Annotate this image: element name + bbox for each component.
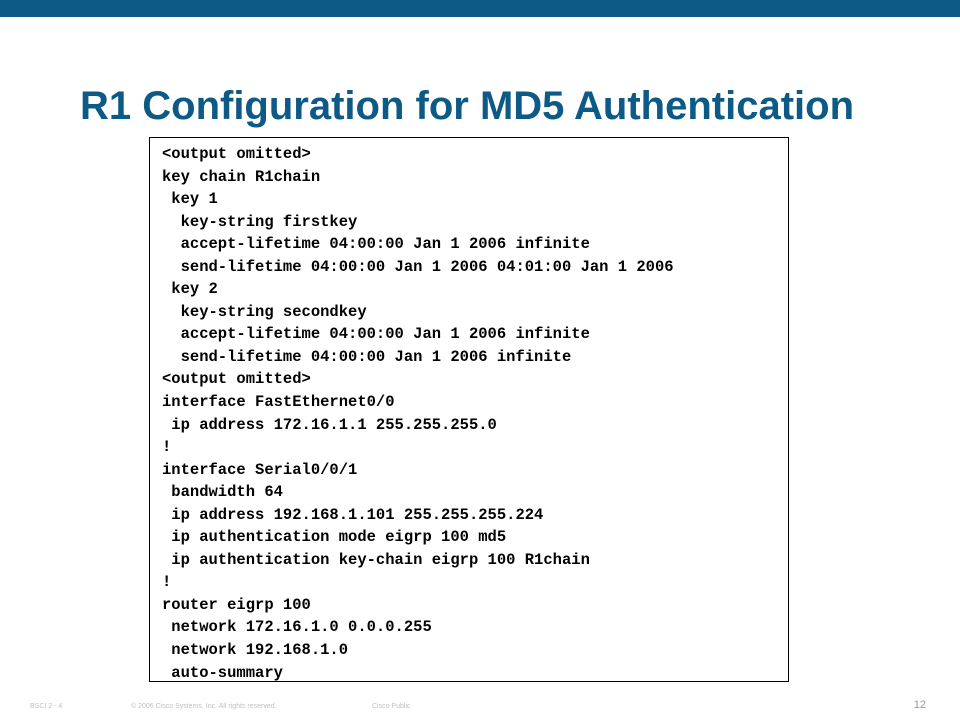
config-line: ip authentication mode eigrp 100 md5 [162, 528, 507, 547]
config-line: ! [162, 573, 172, 592]
footer-copyright: © 2006 Cisco Systems, Inc. All rights reserved. [131, 703, 277, 710]
header-bar [0, 0, 960, 17]
config-line: ip address 192.168.1.101 255.255.255.224 [162, 505, 544, 524]
config-line: interface Serial0/0/1 [162, 460, 358, 479]
config-line: network 172.16.1.0 0.0.0.255 [162, 618, 432, 637]
config-line: key 1 [162, 190, 218, 209]
config-line: ip address 172.16.1.1 255.255.255.0 [162, 415, 497, 434]
config-line: <output omitted> [162, 370, 311, 389]
config-line: key 2 [162, 280, 218, 299]
config-line: network 192.168.1.0 [162, 641, 349, 660]
config-line: key-string secondkey [162, 302, 367, 321]
config-line: <output omitted> [162, 145, 311, 163]
config-line: accept-lifetime 04:00:00 Jan 1 2006 infinite [162, 235, 590, 254]
config-line: ! [162, 438, 172, 457]
footer-course-id: BSCI 2 - 4 [30, 703, 63, 710]
config-line: interface FastEthernet0/0 [162, 393, 395, 412]
config-line: bandwidth 64 [162, 483, 283, 502]
config-line: ip authentication key-chain eigrp 100 R1chain [162, 550, 590, 569]
config-line: key-string firstkey [162, 212, 358, 231]
footer-classification: Cisco Public [372, 703, 411, 710]
slide-title: R1 Configuration for MD5 Authentication [80, 84, 855, 128]
page-number: 12 [913, 699, 926, 711]
config-line: router eigrp 100 [162, 595, 311, 614]
config-line: key chain R1chain [162, 167, 321, 186]
config-line: send-lifetime 04:00:00 Jan 1 2006 infinite [162, 347, 572, 366]
config-line: send-lifetime 04:00:00 Jan 1 2006 04:01:00 Jan 1 2006 [162, 257, 674, 276]
config-code-box [149, 137, 789, 682]
config-line: accept-lifetime 04:00:00 Jan 1 2006 infinite [162, 325, 590, 344]
config-line: auto-summary [162, 663, 283, 682]
